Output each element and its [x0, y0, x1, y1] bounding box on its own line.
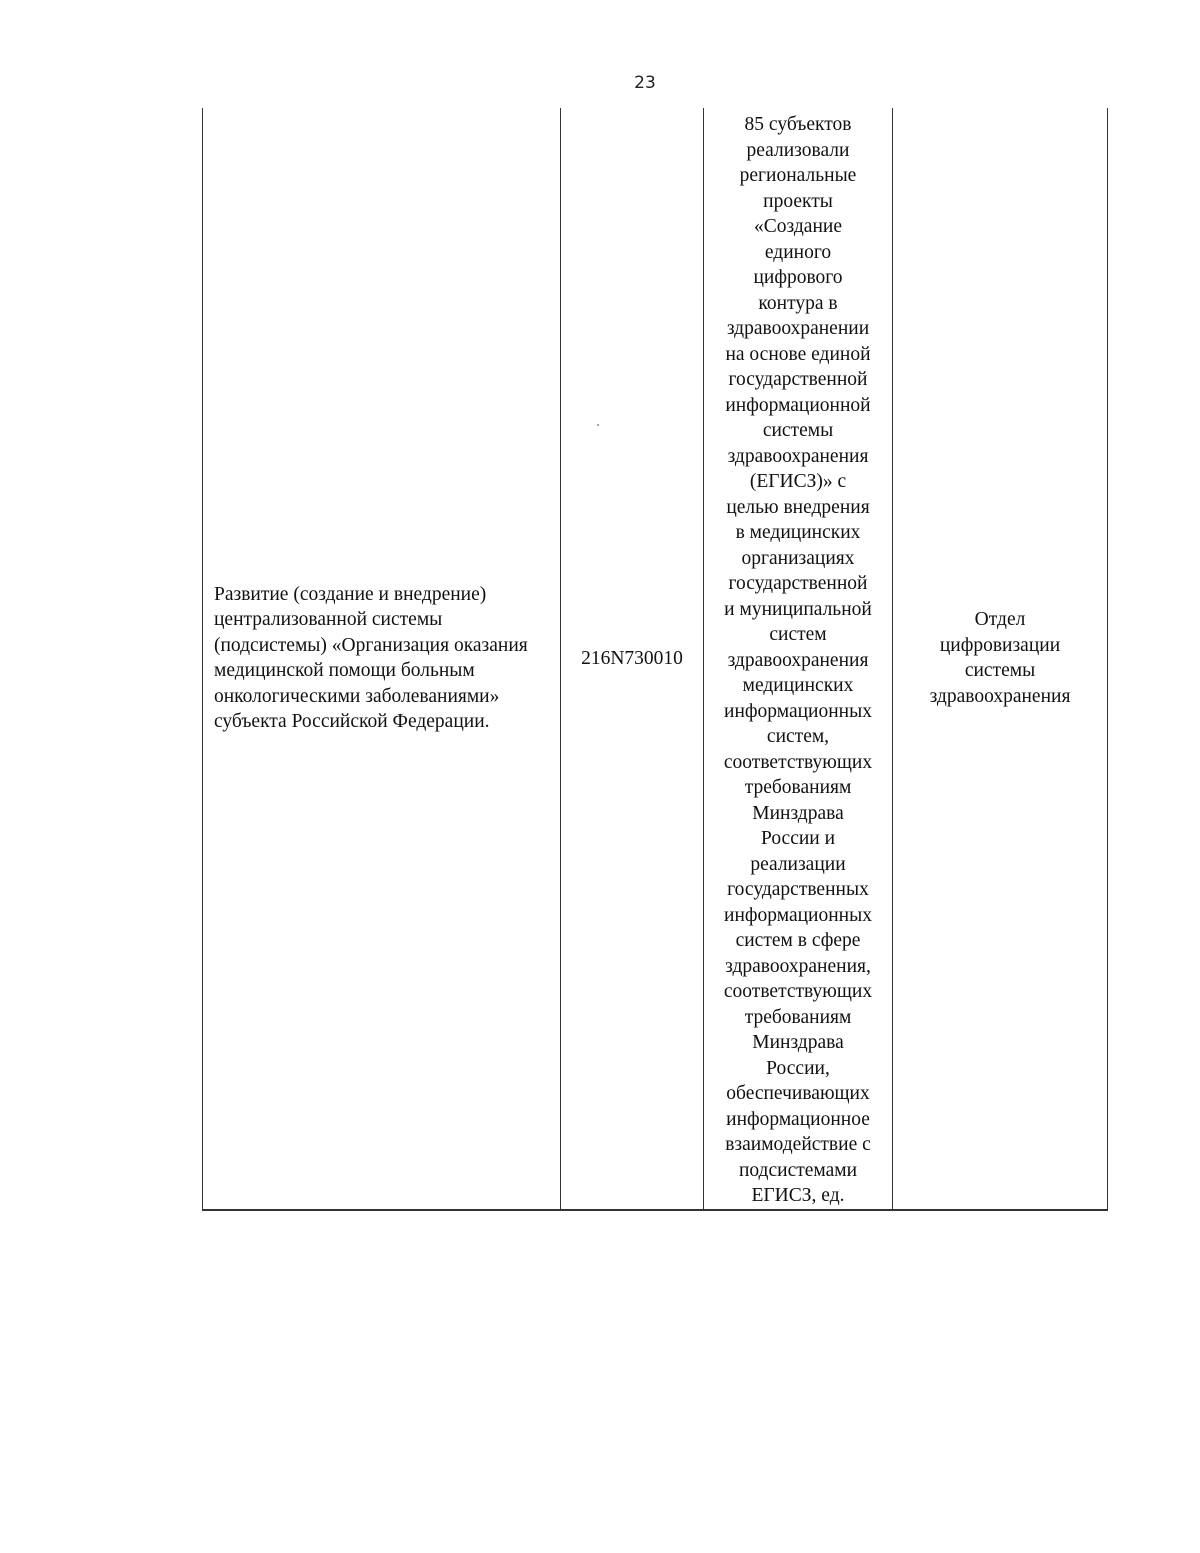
result-text-line: 85 субъектов — [744, 114, 852, 135]
result-text-line: на основе единой — [725, 343, 871, 365]
result-text-line: здравоохранения, — [725, 955, 871, 977]
result-text-line: Минздрава — [752, 1032, 844, 1053]
result-text-line: «Создание — [754, 216, 842, 237]
document-table — [202, 108, 1108, 1211]
result-text — [704, 112, 892, 1209]
table-row — [203, 108, 1108, 1210]
result-text-line: государственной — [728, 573, 868, 594]
department-text — [893, 607, 1107, 709]
result-text-line: государственной — [728, 369, 868, 390]
department-text-line: здравоохранения — [929, 685, 1071, 707]
department-text-line: системы — [964, 660, 1036, 682]
code-cell — [561, 108, 704, 1210]
result-text-line: государственных — [727, 879, 869, 900]
result-text-line: соответствующих — [723, 751, 873, 773]
result-text-line: систем в сфере — [735, 930, 861, 951]
document-table-container — [202, 108, 1086, 1210]
result-text-line: России, — [766, 1057, 830, 1079]
activity-code: 216N730010 — [581, 647, 683, 669]
result-text-line: проекты — [763, 190, 833, 212]
result-text-line: России и — [760, 828, 836, 849]
result-cell — [704, 108, 893, 1210]
result-text-line: информационных — [724, 700, 872, 722]
result-text-line: медицинских — [742, 675, 854, 696]
result-text-line: в медицинских — [735, 522, 861, 543]
result-text-line: региональные — [739, 165, 857, 186]
result-text-line: здравоохранения — [727, 649, 869, 671]
result-text-line: требованиям — [744, 1006, 852, 1028]
department-text-line: Отдел — [974, 609, 1026, 631]
result-text-line: информационное — [726, 1108, 870, 1130]
result-text-line: единого — [764, 241, 832, 263]
result-text-line: обеспечивающих — [726, 1083, 870, 1104]
activity-name-cell — [203, 108, 561, 1210]
result-text-line: систем — [769, 624, 827, 645]
result-text-line: контура в — [758, 292, 838, 314]
result-text-line: организациях — [741, 547, 855, 569]
result-text-line: систем, — [766, 726, 830, 747]
result-text-line: требованиям — [744, 777, 852, 798]
result-text-line: подсистемами — [738, 1159, 858, 1181]
result-text-line: реализовали — [746, 139, 850, 161]
result-text-line: взаимодействие с — [725, 1134, 871, 1155]
activity-name: Развитие (создание и внедрение) централизованной системы (подсистемы) «Организация оказания медицинской помощи больным онкологическими заболеваниями» субъекта Российской Федерации. — [214, 583, 528, 733]
page-number: 23 — [634, 73, 656, 93]
result-text-line: здравоохранения — [727, 445, 869, 467]
result-text-line: (ЕГИСЗ)» с — [749, 471, 847, 492]
result-text-line: реализации — [750, 853, 846, 875]
result-text-line: информационной — [725, 394, 871, 416]
result-text-line: информационных — [724, 904, 872, 926]
result-text-line: здравоохранении — [726, 318, 870, 339]
department-text-line: цифровизации — [939, 634, 1061, 656]
result-text-line: системы — [762, 420, 834, 441]
result-text-line: цифрового — [753, 267, 843, 288]
result-text-line: ЕГИСЗ, ед. — [751, 1185, 845, 1206]
result-text-line: и муниципальной — [724, 598, 872, 620]
result-text-line: соответствующих — [723, 981, 873, 1002]
department-cell — [893, 108, 1108, 1210]
result-text-line: Минздрава — [752, 802, 844, 824]
result-text-line: целью внедрения — [726, 496, 870, 518]
